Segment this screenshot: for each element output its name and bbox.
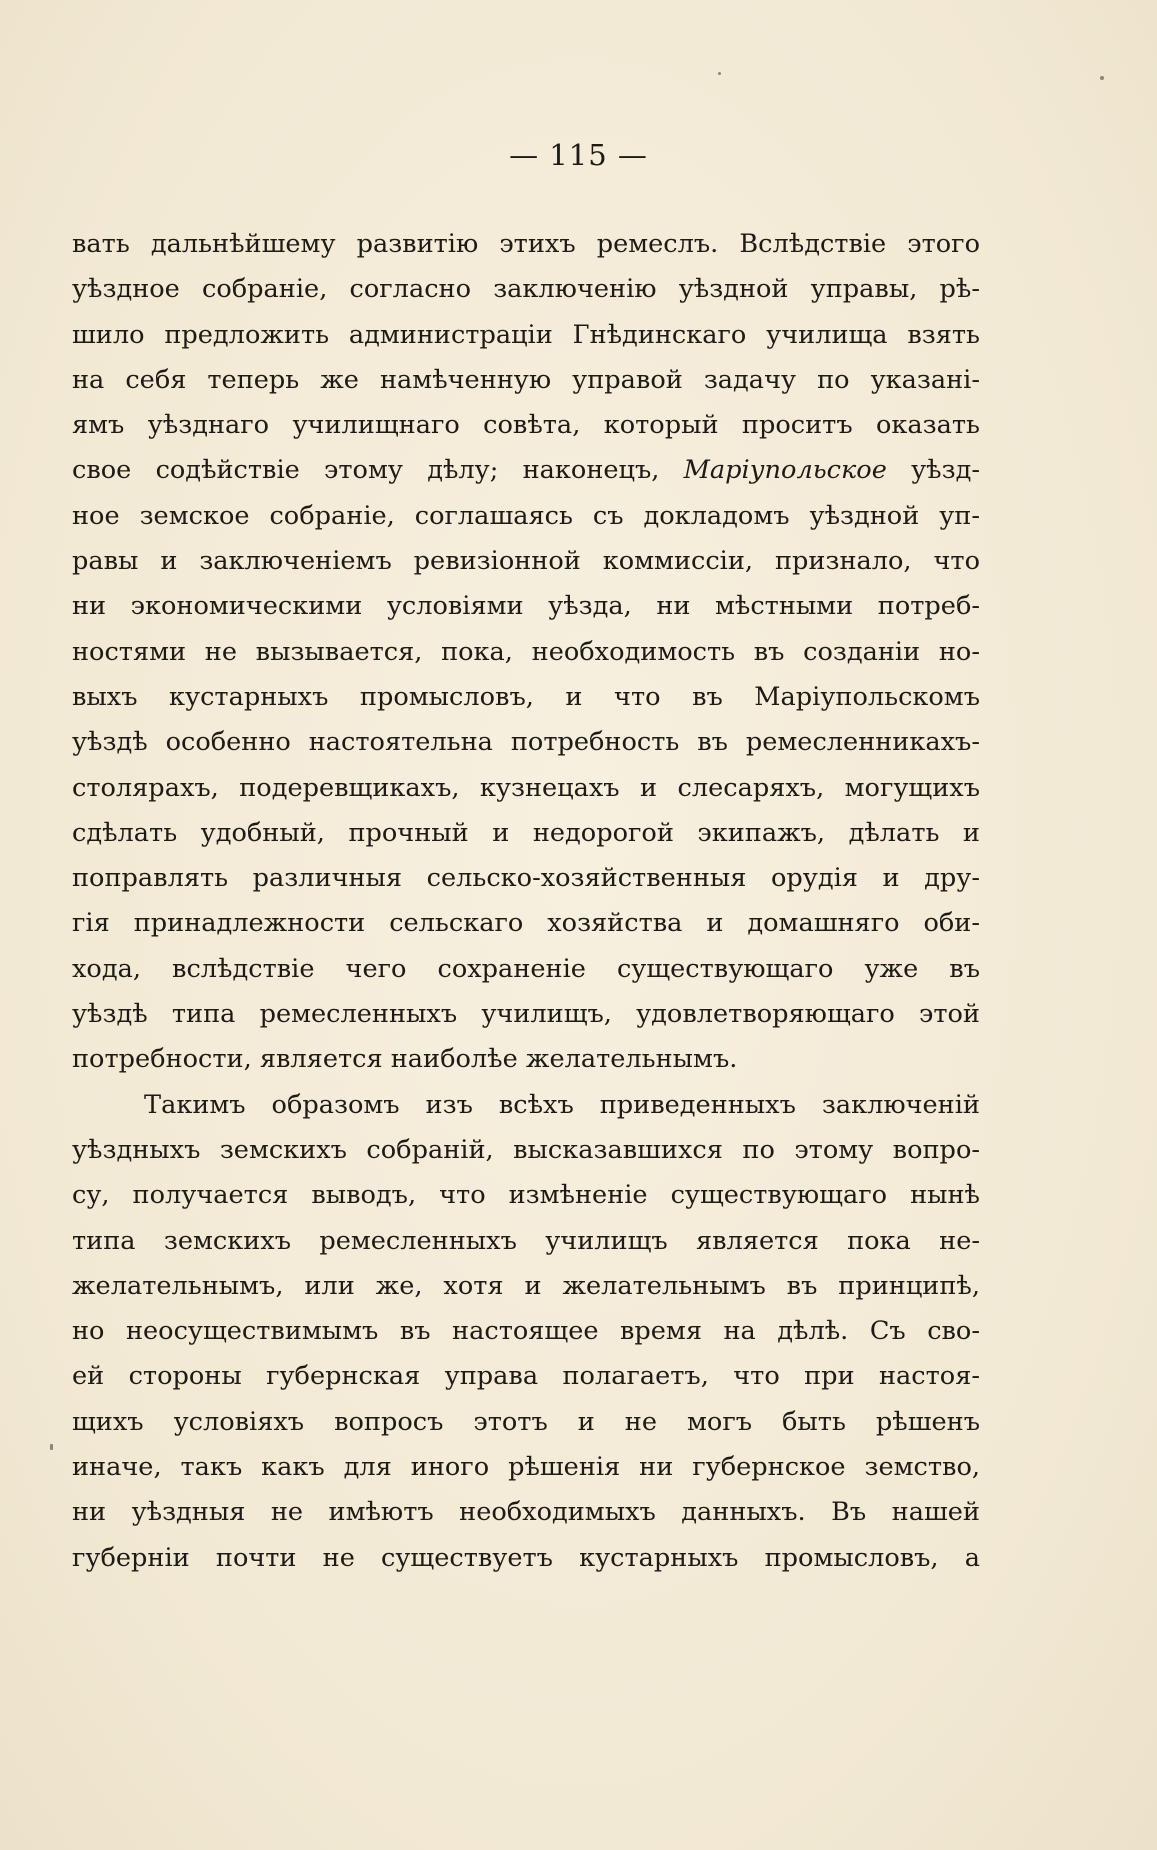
page-number: — 115 —: [509, 138, 648, 172]
paper-speck: [50, 1444, 53, 1450]
paper-speck: [1100, 76, 1104, 80]
text-line: щихъ условіяхъ вопросъ этотъ и не могъ быть рѣшенъ: [72, 1406, 980, 1437]
text-line: ностями не вызывается, пока, необходимость въ созданіи но-: [72, 636, 980, 667]
text-line-with-italic: [72, 448, 980, 493]
text-line: губерніи почти не существуетъ кустарныхъ промысловъ, а: [72, 1542, 980, 1573]
body-text: [72, 222, 980, 1581]
paragraph-end-line: потребности, является наиболѣе желательнымъ.: [72, 1044, 738, 1075]
text-line: сдѣлать удобный, прочный и недорогой экипажъ, дѣлать и: [72, 817, 980, 848]
text-line: ни уѣздныя не имѣютъ необходимыхъ данныхъ. Въ нашей: [72, 1497, 980, 1528]
text-line: уѣздѣ типа ремесленныхъ училищъ, удовлетворяющаго этой: [72, 999, 980, 1030]
text-line: ни экономическими условіями уѣзда, ни мѣстными потреб-: [72, 591, 980, 622]
text-line: вать дальнѣйшему развитію этихъ ремеслъ. Вслѣдствіе этого: [72, 229, 980, 259]
text-line: желательнымъ, или же, хотя и желательнымъ въ принципѣ,: [72, 1270, 980, 1301]
text-line: ное земское собраніе, соглашаясь съ докладомъ уѣздной уп-: [72, 500, 980, 531]
text-line: но неосуществимымъ въ настоящее время на дѣлѣ. Съ сво-: [72, 1316, 980, 1347]
text-line: иначе, такъ какъ для иного рѣшенія ни губернское земство,: [72, 1452, 980, 1483]
paper-speck: [718, 72, 721, 75]
text-line: уѣздѣ особенно настоятельна потребность въ ремесленникахъ-: [72, 727, 980, 758]
text-line: ямъ уѣзднаго училищнаго совѣта, который проситъ оказать: [72, 410, 980, 441]
text-segment: свое содѣйствіе этому дѣлу; наконецъ,: [72, 455, 684, 486]
text-line: шило предложить администраціи Гнѣдинскаго училища взять: [72, 319, 980, 350]
text-line: на себя теперь же намѣченную управой задачу по указані-: [72, 364, 980, 395]
text-line: поправлять различныя сельско-хозяйственныя орудія и дру-: [72, 863, 980, 894]
italic-place-name: Маріупольское: [683, 455, 887, 486]
text-line: су, получается выводъ, что измѣненіе существующаго нынѣ: [72, 1180, 980, 1211]
text-line: выхъ кустарныхъ промысловъ, и что въ Маріупольскомъ: [72, 681, 980, 712]
text-line: уѣздныхъ земскихъ собраній, высказавшихся по этому вопро-: [72, 1134, 980, 1165]
text-line: ей стороны губернская управа полагаетъ, что при настоя-: [72, 1361, 980, 1392]
text-line: хода, вслѣдствіе чего сохраненіе существующаго уже въ: [72, 953, 980, 984]
text-line: равы и заключеніемъ ревизіонной коммиссіи, признало, что: [72, 546, 980, 577]
paragraph-start-line: Такимъ образомъ изъ всѣхъ приведенныхъ заключеній: [144, 1089, 980, 1120]
text-line: типа земскихъ ремесленныхъ училищъ является пока не-: [72, 1225, 980, 1256]
text-line: гія принадлежности сельскаго хозяйства и домашняго оби-: [72, 908, 980, 939]
text-line: уѣздное собраніе, согласно заключенію уѣздной управы, рѣ-: [72, 274, 980, 305]
text-line: столярахъ, подеревщикахъ, кузнецахъ и слесаряхъ, могущихъ: [72, 772, 980, 803]
text-segment: уѣзд-: [886, 455, 980, 486]
